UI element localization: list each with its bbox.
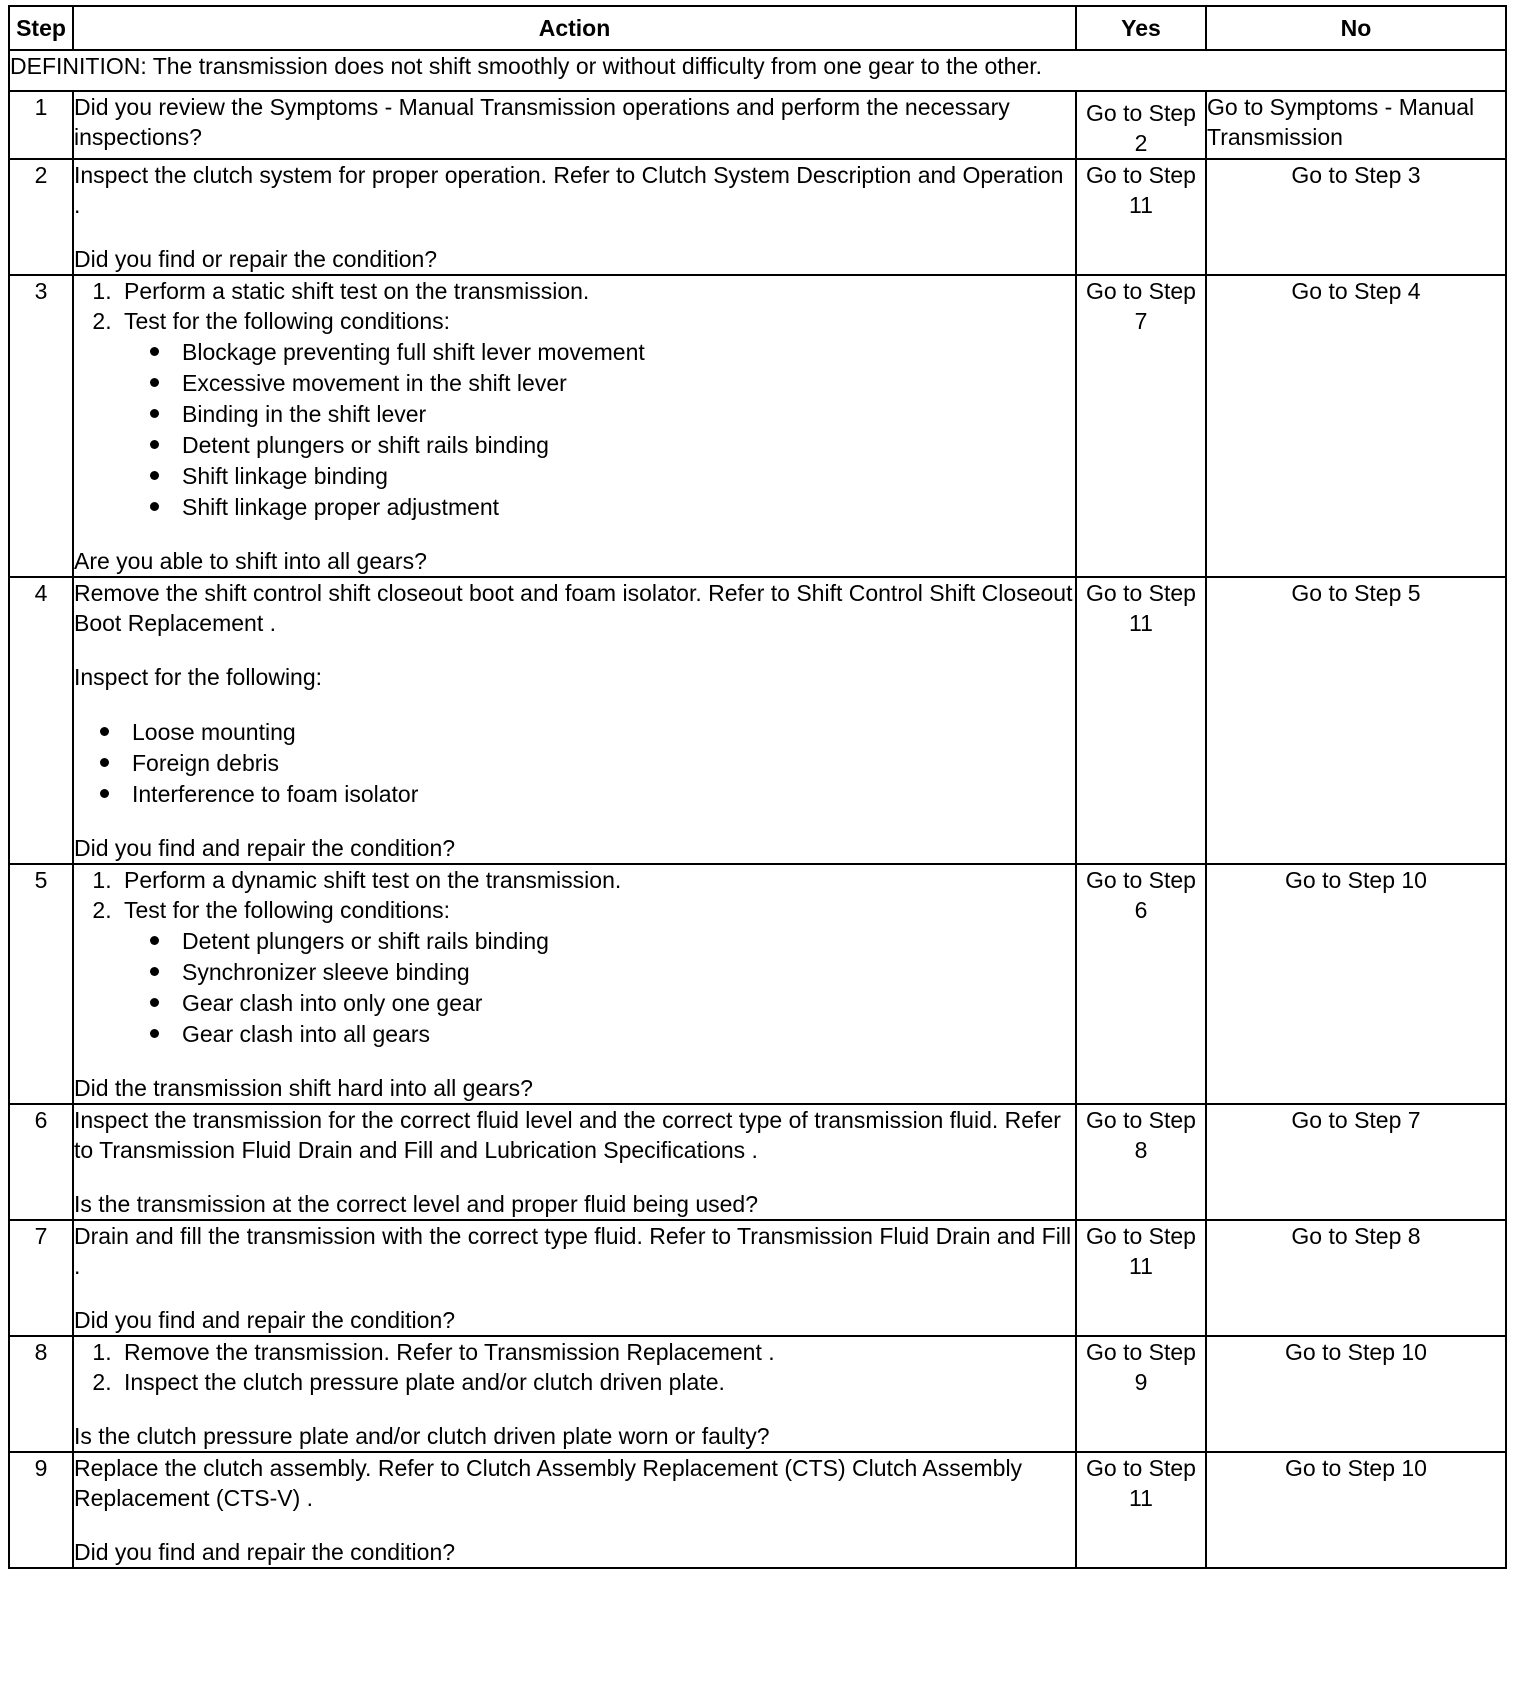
table-row <box>9 91 1506 159</box>
bullet-item: • Shift linkage binding <box>174 460 1075 491</box>
step-number: 8 <box>9 1336 73 1452</box>
action-intro: Inspect the clutch system for proper operation. Refer to Clutch System Description and Operation . <box>74 162 1064 218</box>
step-number: 9 <box>9 1452 73 1568</box>
step-number: 7 <box>9 1220 73 1336</box>
action-cell <box>73 1336 1076 1452</box>
action-cell <box>73 275 1076 577</box>
no-cell: Go to Step 4 <box>1206 275 1506 577</box>
action-cell <box>73 1452 1076 1568</box>
numbered-list <box>74 276 1075 522</box>
bullet-list <box>124 336 1075 522</box>
table-row <box>9 1104 1506 1220</box>
bullet-item: • Excessive movement in the shift lever <box>174 367 1075 398</box>
no-cell: Go to Step 3 <box>1206 159 1506 275</box>
action-question: Did the transmission shift hard into all gears? <box>74 1075 533 1101</box>
diagnostic-table <box>8 5 1507 1569</box>
action-intro: Drain and fill the transmission with the correct type fluid. Refer to Transmission Fluid Drain and Fill . <box>74 1223 1072 1279</box>
table-row <box>9 1336 1506 1452</box>
bullet-item: • Gear clash into only one gear <box>174 987 1075 1018</box>
action-cell <box>73 577 1076 864</box>
no-cell: Go to Step 10 <box>1206 1336 1506 1452</box>
action-intro: Remove the shift control shift closeout boot and foam isolator. Refer to Shift Control Shift Closeout Boot Replacement . <box>74 580 1073 636</box>
no-cell: Go to Symptoms - Manual Transmission <box>1206 91 1506 159</box>
step-number: 5 <box>9 864 73 1104</box>
action-question: Did you find or repair the condition? <box>74 246 438 272</box>
step-number: 2 <box>9 159 73 275</box>
bullet-item: • Loose mounting <box>124 716 1075 747</box>
header-no: No <box>1206 6 1506 50</box>
table-row <box>9 1220 1506 1336</box>
bullet-item: • Gear clash into all gears <box>174 1018 1075 1049</box>
bullet-item: • Binding in the shift lever <box>174 398 1075 429</box>
no-cell: Go to Step 5 <box>1206 577 1506 864</box>
table-row <box>9 275 1506 577</box>
step-number: 4 <box>9 577 73 864</box>
list-item: 1. Remove the transmission. Refer to Transmission Replacement . <box>118 1337 1075 1367</box>
action-intro-2: Inspect for the following: <box>74 664 323 690</box>
table-row <box>9 577 1506 864</box>
list-item: 2. Inspect the clutch pressure plate and/or clutch driven plate. <box>118 1367 1075 1397</box>
header-yes: Yes <box>1076 6 1206 50</box>
header-action: Action <box>73 6 1076 50</box>
list-item-text: Test for the following conditions: <box>124 897 451 923</box>
action-cell <box>73 1220 1076 1336</box>
numbered-list <box>74 865 1075 1049</box>
action-question: Did you find and repair the condition? <box>74 1539 456 1565</box>
no-cell: Go to Step 10 <box>1206 1452 1506 1568</box>
list-item-text: Test for the following conditions: <box>124 308 451 334</box>
yes-cell: Go to Step 2 <box>1076 91 1206 159</box>
action-question: Is the transmission at the correct level and proper fluid being used? <box>74 1191 758 1217</box>
list-item: 1. Perform a static shift test on the transmission. <box>118 276 1075 306</box>
header-row <box>9 6 1506 50</box>
no-cell: Go to Step 10 <box>1206 864 1506 1104</box>
header-step: Step <box>9 6 73 50</box>
list-item <box>118 895 1075 1049</box>
yes-cell: Go to Step 7 <box>1076 275 1206 577</box>
action-question: Is the clutch pressure plate and/or clutch driven plate worn or faulty? <box>74 1423 770 1449</box>
list-item: 1. Perform a dynamic shift test on the transmission. <box>118 865 1075 895</box>
action-cell <box>73 864 1076 1104</box>
yes-cell: Go to Step 8 <box>1076 1104 1206 1220</box>
bullet-list <box>124 925 1075 1049</box>
action-cell <box>73 91 1076 159</box>
bullet-list <box>74 716 1075 809</box>
action-question: Did you find and repair the condition? <box>74 1307 456 1333</box>
action-cell <box>73 1104 1076 1220</box>
action-intro: Replace the clutch assembly. Refer to Clutch Assembly Replacement (CTS) Clutch Assembly Replacement (CTS-V) . <box>74 1455 1023 1511</box>
action-intro: Inspect the transmission for the correct fluid level and the correct type of transmission fluid. Refer to Transmission Fluid Drain and Fill and Lubrication Specifications . <box>74 1107 1061 1163</box>
numbered-list <box>74 1337 1075 1397</box>
action-text: Did you review the Symptoms - Manual Transmission operations and perform the necessary inspections? <box>74 94 1010 150</box>
yes-cell: Go to Step 6 <box>1076 864 1206 1104</box>
step-number: 6 <box>9 1104 73 1220</box>
bullet-item: • Foreign debris <box>124 747 1075 778</box>
yes-cell: Go to Step 11 <box>1076 577 1206 864</box>
bullet-item: • Detent plungers or shift rails binding <box>174 925 1075 956</box>
step-number: 1 <box>9 91 73 159</box>
definition-text: DEFINITION: The transmission does not shift smoothly or without difficulty from one gear to the other. <box>9 50 1506 91</box>
bullet-item: • Shift linkage proper adjustment <box>174 491 1075 522</box>
yes-cell: Go to Step 11 <box>1076 1452 1206 1568</box>
yes-cell: Go to Step 9 <box>1076 1336 1206 1452</box>
bullet-item: • Detent plungers or shift rails binding <box>174 429 1075 460</box>
bullet-item: • Blockage preventing full shift lever movement <box>174 336 1075 367</box>
action-question: Did you find and repair the condition? <box>74 835 456 861</box>
step-number: 3 <box>9 275 73 577</box>
table-row <box>9 159 1506 275</box>
definition-row <box>9 50 1506 91</box>
yes-cell: Go to Step 11 <box>1076 1220 1206 1336</box>
yes-cell: Go to Step 11 <box>1076 159 1206 275</box>
bullet-item: • Interference to foam isolator <box>124 778 1075 809</box>
bullet-item: • Synchronizer sleeve binding <box>174 956 1075 987</box>
no-cell: Go to Step 8 <box>1206 1220 1506 1336</box>
list-item <box>118 306 1075 522</box>
action-question: Are you able to shift into all gears? <box>74 548 427 574</box>
action-cell <box>73 159 1076 275</box>
no-cell: Go to Step 7 <box>1206 1104 1506 1220</box>
table-row <box>9 864 1506 1104</box>
table-row <box>9 1452 1506 1568</box>
